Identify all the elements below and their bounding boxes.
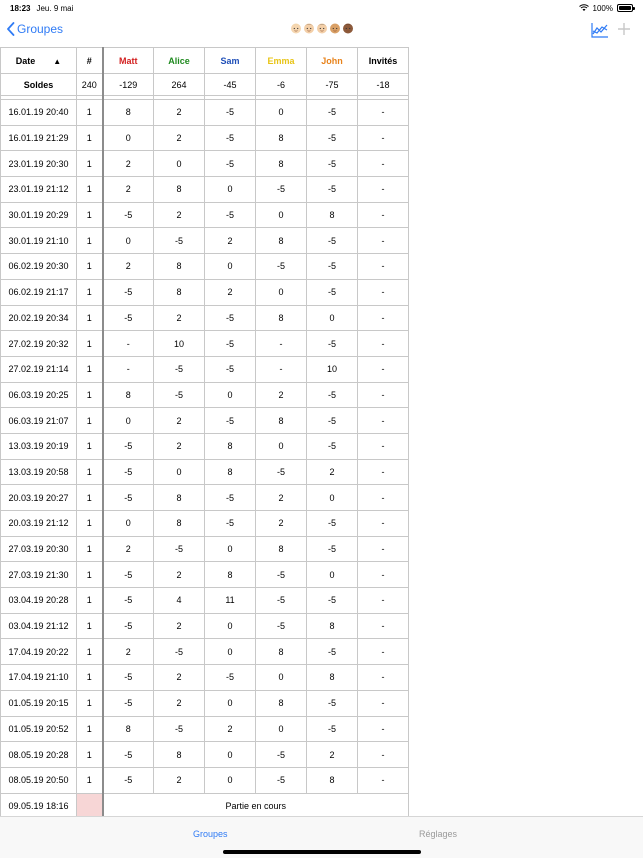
cell-invites: - bbox=[358, 228, 409, 254]
cell-emma: 8 bbox=[256, 639, 307, 665]
chart-icon[interactable] bbox=[591, 22, 609, 38]
cell-alice: -5 bbox=[154, 639, 205, 665]
cell-john: -5 bbox=[307, 279, 358, 305]
cell-count: 1 bbox=[77, 767, 103, 793]
cell-invites: - bbox=[358, 536, 409, 562]
cell-sam: 0 bbox=[205, 254, 256, 280]
table-row[interactable] bbox=[1, 433, 409, 459]
cell-alice: 8 bbox=[154, 279, 205, 305]
table-row[interactable] bbox=[1, 485, 409, 511]
tab-groupes[interactable]: Groupes bbox=[193, 829, 228, 839]
cell-emma: 0 bbox=[256, 433, 307, 459]
cell-sam: 2 bbox=[205, 716, 256, 742]
table-row[interactable] bbox=[1, 254, 409, 280]
soldes-john: -75 bbox=[307, 74, 358, 96]
cell-sam: 0 bbox=[205, 177, 256, 203]
soldes-label: Soldes bbox=[1, 74, 77, 96]
cell-john: 0 bbox=[307, 485, 358, 511]
cell-alice: -5 bbox=[154, 536, 205, 562]
back-label: Groupes bbox=[17, 22, 64, 36]
cell-alice: 0 bbox=[154, 151, 205, 177]
cell-count: 1 bbox=[77, 433, 103, 459]
cell-date: 13.03.19 20:19 bbox=[1, 433, 77, 459]
cell-sam: 11 bbox=[205, 588, 256, 614]
status-date: Jeu. 9 mai bbox=[36, 3, 74, 13]
cell-john: -5 bbox=[307, 100, 358, 126]
header-emma: Emma bbox=[256, 48, 307, 74]
cell-date: 30.01.19 20:29 bbox=[1, 202, 77, 228]
avatar-1-icon bbox=[290, 22, 302, 34]
table-row[interactable] bbox=[1, 716, 409, 742]
cell-sam: -5 bbox=[205, 408, 256, 434]
header-matt: Matt bbox=[103, 48, 154, 74]
games-table bbox=[0, 47, 408, 820]
table-row[interactable] bbox=[1, 459, 409, 485]
table-row[interactable] bbox=[1, 279, 409, 305]
header-invites: Invités bbox=[358, 48, 409, 74]
cell-date: 23.01.19 20:30 bbox=[1, 151, 77, 177]
cell-invites: - bbox=[358, 382, 409, 408]
tab-reglages[interactable]: Réglages bbox=[419, 829, 458, 839]
cell-sam: 0 bbox=[205, 613, 256, 639]
cell-alice: 2 bbox=[154, 690, 205, 716]
cell-matt: 2 bbox=[103, 151, 154, 177]
cell-alice: 8 bbox=[154, 177, 205, 203]
cell-count: 1 bbox=[77, 408, 103, 434]
cell-alice: 10 bbox=[154, 331, 205, 357]
cell-alice: 2 bbox=[154, 202, 205, 228]
cell-sam: -5 bbox=[205, 125, 256, 151]
cell-emma: 2 bbox=[256, 485, 307, 511]
cell-count: 1 bbox=[77, 305, 103, 331]
cell-john: 2 bbox=[307, 742, 358, 768]
cell-alice: 2 bbox=[154, 100, 205, 126]
cell-emma: 0 bbox=[256, 279, 307, 305]
cell-count: 1 bbox=[77, 100, 103, 126]
group-avatars bbox=[0, 22, 643, 34]
cell-invites: - bbox=[358, 665, 409, 691]
cell-matt: -5 bbox=[103, 202, 154, 228]
cell-invites: - bbox=[358, 305, 409, 331]
cell-emma: - bbox=[256, 356, 307, 382]
cell-emma: -5 bbox=[256, 613, 307, 639]
soldes-alice: 264 bbox=[154, 74, 205, 96]
avatar-4-icon bbox=[329, 22, 341, 34]
table-row[interactable] bbox=[1, 742, 409, 768]
cell-count: 1 bbox=[77, 613, 103, 639]
cell-john: -5 bbox=[307, 536, 358, 562]
cell-count: 1 bbox=[77, 151, 103, 177]
cell-matt: 2 bbox=[103, 254, 154, 280]
cell-emma: 2 bbox=[256, 511, 307, 537]
cell-sam: -5 bbox=[205, 331, 256, 357]
cell-emma: 8 bbox=[256, 408, 307, 434]
avatar-5-icon bbox=[342, 22, 354, 34]
cell-alice: 2 bbox=[154, 305, 205, 331]
soldes-emma: -6 bbox=[256, 74, 307, 96]
cell-alice: 2 bbox=[154, 408, 205, 434]
cell-date: 27.03.19 20:30 bbox=[1, 536, 77, 562]
cell-emma: 0 bbox=[256, 202, 307, 228]
table-row[interactable] bbox=[1, 356, 409, 382]
tab-bar bbox=[0, 816, 643, 858]
table-row[interactable] bbox=[1, 202, 409, 228]
cell-matt: 2 bbox=[103, 177, 154, 203]
cell-matt: - bbox=[103, 356, 154, 382]
cell-invites: - bbox=[358, 562, 409, 588]
cell-emma: -5 bbox=[256, 562, 307, 588]
table-row[interactable] bbox=[1, 382, 409, 408]
cell-invites: - bbox=[358, 588, 409, 614]
cell-date: 08.05.19 20:28 bbox=[1, 742, 77, 768]
cell-matt: -5 bbox=[103, 279, 154, 305]
game-rows bbox=[1, 100, 409, 794]
cell-alice: -5 bbox=[154, 228, 205, 254]
cell-count: 1 bbox=[77, 536, 103, 562]
cell-count: 1 bbox=[77, 459, 103, 485]
cell-sam: 0 bbox=[205, 742, 256, 768]
cell-invites: - bbox=[358, 613, 409, 639]
cell-emma: -5 bbox=[256, 742, 307, 768]
cell-count: 1 bbox=[77, 511, 103, 537]
cell-sam: 0 bbox=[205, 690, 256, 716]
cell-count: 1 bbox=[77, 588, 103, 614]
cell-invites: - bbox=[358, 511, 409, 537]
cell-matt: -5 bbox=[103, 459, 154, 485]
cell-john: -5 bbox=[307, 331, 358, 357]
cell-sam: 0 bbox=[205, 767, 256, 793]
cell-count: 1 bbox=[77, 125, 103, 151]
cell-emma: 8 bbox=[256, 305, 307, 331]
cell-john: -5 bbox=[307, 588, 358, 614]
cell-sam: 2 bbox=[205, 279, 256, 305]
cell-emma: 8 bbox=[256, 125, 307, 151]
current-game-label: Partie en cours bbox=[103, 793, 409, 819]
cell-count: 1 bbox=[77, 279, 103, 305]
cell-matt: -5 bbox=[103, 665, 154, 691]
cell-count: 1 bbox=[77, 228, 103, 254]
cell-john: 8 bbox=[307, 767, 358, 793]
cell-matt: 8 bbox=[103, 716, 154, 742]
cell-john: -5 bbox=[307, 177, 358, 203]
cell-matt: 2 bbox=[103, 536, 154, 562]
cell-alice: 2 bbox=[154, 125, 205, 151]
cell-emma: -5 bbox=[256, 767, 307, 793]
home-indicator bbox=[223, 850, 421, 854]
cell-emma: 2 bbox=[256, 382, 307, 408]
cell-date: 16.01.19 21:29 bbox=[1, 125, 77, 151]
cell-john: 0 bbox=[307, 562, 358, 588]
table-row[interactable] bbox=[1, 690, 409, 716]
cell-count: 1 bbox=[77, 485, 103, 511]
table-row[interactable] bbox=[1, 331, 409, 357]
cell-matt: 2 bbox=[103, 639, 154, 665]
cell-sam: -5 bbox=[205, 485, 256, 511]
cell-sam: -5 bbox=[205, 202, 256, 228]
navigation-bar bbox=[0, 16, 643, 47]
cell-count: 1 bbox=[77, 177, 103, 203]
header-john: John bbox=[307, 48, 358, 74]
cell-date: 30.01.19 21:10 bbox=[1, 228, 77, 254]
cell-john: -5 bbox=[307, 433, 358, 459]
cell-john: 2 bbox=[307, 459, 358, 485]
cell-count: 1 bbox=[77, 639, 103, 665]
cell-date: 20.03.19 21:12 bbox=[1, 511, 77, 537]
add-icon[interactable] bbox=[617, 22, 631, 36]
cell-matt: 0 bbox=[103, 228, 154, 254]
cell-count: 1 bbox=[77, 665, 103, 691]
cell-john: -5 bbox=[307, 408, 358, 434]
cell-count: 1 bbox=[77, 562, 103, 588]
status-time: 18:23 bbox=[10, 3, 31, 13]
cell-sam: -5 bbox=[205, 100, 256, 126]
cell-alice: -5 bbox=[154, 356, 205, 382]
header-sam: Sam bbox=[205, 48, 256, 74]
cell-sam: -5 bbox=[205, 665, 256, 691]
battery-fill bbox=[619, 6, 631, 10]
cell-count: 1 bbox=[77, 742, 103, 768]
table-row[interactable] bbox=[1, 408, 409, 434]
header-count: # bbox=[77, 48, 103, 74]
cell-invites: - bbox=[358, 254, 409, 280]
cell-invites: - bbox=[358, 767, 409, 793]
cell-john: -5 bbox=[307, 151, 358, 177]
cell-date: 13.03.19 20:58 bbox=[1, 459, 77, 485]
cell-count: 1 bbox=[77, 331, 103, 357]
cell-alice: 2 bbox=[154, 665, 205, 691]
cell-matt: -5 bbox=[103, 742, 154, 768]
cell-invites: - bbox=[358, 177, 409, 203]
table-row[interactable] bbox=[1, 639, 409, 665]
cell-matt: -5 bbox=[103, 562, 154, 588]
avatar-3-icon bbox=[316, 22, 328, 34]
header-date-label: Date bbox=[15, 55, 36, 66]
header-alice: Alice bbox=[154, 48, 205, 74]
cell-count: 1 bbox=[77, 690, 103, 716]
cell-alice: 8 bbox=[154, 742, 205, 768]
table-row[interactable] bbox=[1, 151, 409, 177]
status-right bbox=[579, 4, 633, 13]
cell-sam: 0 bbox=[205, 536, 256, 562]
cell-invites: - bbox=[358, 639, 409, 665]
cell-john: -5 bbox=[307, 511, 358, 537]
table-row[interactable] bbox=[1, 536, 409, 562]
cell-emma: 0 bbox=[256, 716, 307, 742]
sort-ascending-icon: ▲ bbox=[53, 56, 62, 66]
cell-matt: -5 bbox=[103, 690, 154, 716]
cell-john: -5 bbox=[307, 125, 358, 151]
cell-sam: 8 bbox=[205, 433, 256, 459]
cell-matt: -5 bbox=[103, 767, 154, 793]
cell-date: 01.05.19 20:52 bbox=[1, 716, 77, 742]
cell-emma: -5 bbox=[256, 588, 307, 614]
wifi-icon bbox=[579, 4, 589, 12]
cell-sam: -5 bbox=[205, 305, 256, 331]
current-game-date: 09.05.19 18:16 bbox=[1, 793, 77, 819]
cell-sam: 2 bbox=[205, 228, 256, 254]
cell-emma: 8 bbox=[256, 536, 307, 562]
cell-date: 20.02.19 20:34 bbox=[1, 305, 77, 331]
cell-sam: 8 bbox=[205, 459, 256, 485]
cell-sam: 0 bbox=[205, 382, 256, 408]
cell-matt: -5 bbox=[103, 305, 154, 331]
cell-invites: - bbox=[358, 331, 409, 357]
cell-invites: - bbox=[358, 125, 409, 151]
soldes-row bbox=[1, 74, 409, 96]
cell-date: 06.03.19 21:07 bbox=[1, 408, 77, 434]
cell-john: -5 bbox=[307, 254, 358, 280]
table-row[interactable] bbox=[1, 177, 409, 203]
cell-alice: 4 bbox=[154, 588, 205, 614]
cell-alice: 8 bbox=[154, 254, 205, 280]
cell-date: 01.05.19 20:15 bbox=[1, 690, 77, 716]
cell-date: 16.01.19 20:40 bbox=[1, 100, 77, 126]
header-row bbox=[1, 48, 409, 74]
cell-date: 27.02.19 20:32 bbox=[1, 331, 77, 357]
cell-date: 08.05.19 20:50 bbox=[1, 767, 77, 793]
cell-john: -5 bbox=[307, 639, 358, 665]
cell-invites: - bbox=[358, 356, 409, 382]
cell-alice: 0 bbox=[154, 459, 205, 485]
cell-date: 27.03.19 21:30 bbox=[1, 562, 77, 588]
cell-alice: 8 bbox=[154, 511, 205, 537]
cell-matt: -5 bbox=[103, 613, 154, 639]
cell-matt: 0 bbox=[103, 511, 154, 537]
table-row[interactable] bbox=[1, 100, 409, 126]
cell-matt: 8 bbox=[103, 100, 154, 126]
cell-alice: 2 bbox=[154, 433, 205, 459]
cell-matt: - bbox=[103, 331, 154, 357]
cell-date: 23.01.19 21:12 bbox=[1, 177, 77, 203]
cell-date: 20.03.19 20:27 bbox=[1, 485, 77, 511]
cell-emma: 8 bbox=[256, 228, 307, 254]
cell-sam: 0 bbox=[205, 639, 256, 665]
cell-date: 27.02.19 21:14 bbox=[1, 356, 77, 382]
cell-invites: - bbox=[358, 742, 409, 768]
cell-date: 03.04.19 21:12 bbox=[1, 613, 77, 639]
avatar-2-icon bbox=[303, 22, 315, 34]
cell-invites: - bbox=[358, 459, 409, 485]
cell-alice: -5 bbox=[154, 382, 205, 408]
cell-date: 06.02.19 20:30 bbox=[1, 254, 77, 280]
cell-invites: - bbox=[358, 716, 409, 742]
cell-alice: 2 bbox=[154, 562, 205, 588]
cell-sam: -5 bbox=[205, 151, 256, 177]
table-row[interactable] bbox=[1, 665, 409, 691]
cell-john: 8 bbox=[307, 202, 358, 228]
table-row[interactable] bbox=[1, 511, 409, 537]
cell-invites: - bbox=[358, 485, 409, 511]
cell-date: 03.04.19 20:28 bbox=[1, 588, 77, 614]
cell-count: 1 bbox=[77, 356, 103, 382]
table-row[interactable] bbox=[1, 228, 409, 254]
soldes-matt: -129 bbox=[103, 74, 154, 96]
cell-john: -5 bbox=[307, 228, 358, 254]
cell-john: 0 bbox=[307, 305, 358, 331]
cell-john: -5 bbox=[307, 690, 358, 716]
cell-invites: - bbox=[358, 202, 409, 228]
table-row[interactable] bbox=[1, 305, 409, 331]
cell-matt: 0 bbox=[103, 408, 154, 434]
cell-john: -5 bbox=[307, 716, 358, 742]
cell-emma: 0 bbox=[256, 100, 307, 126]
cell-matt: -5 bbox=[103, 433, 154, 459]
table-row[interactable] bbox=[1, 588, 409, 614]
cell-sam: 8 bbox=[205, 562, 256, 588]
battery-percent: 100% bbox=[592, 3, 613, 13]
soldes-invites: -18 bbox=[358, 74, 409, 96]
cell-alice: -5 bbox=[154, 716, 205, 742]
cell-date: 06.02.19 21:17 bbox=[1, 279, 77, 305]
battery-icon bbox=[617, 4, 633, 12]
cell-alice: 8 bbox=[154, 485, 205, 511]
cell-john: 8 bbox=[307, 613, 358, 639]
table-row[interactable] bbox=[1, 613, 409, 639]
cell-emma: -5 bbox=[256, 177, 307, 203]
status-bar bbox=[0, 0, 643, 16]
cell-invites: - bbox=[358, 151, 409, 177]
cell-matt: -5 bbox=[103, 588, 154, 614]
table-row[interactable] bbox=[1, 767, 409, 793]
cell-count: 1 bbox=[77, 382, 103, 408]
cell-matt: 8 bbox=[103, 382, 154, 408]
cell-emma: 8 bbox=[256, 151, 307, 177]
cell-john: 8 bbox=[307, 665, 358, 691]
cell-count: 1 bbox=[77, 202, 103, 228]
soldes-sam: -45 bbox=[205, 74, 256, 96]
cell-matt: 0 bbox=[103, 125, 154, 151]
cell-john: 10 bbox=[307, 356, 358, 382]
cell-matt: -5 bbox=[103, 485, 154, 511]
cell-invites: - bbox=[358, 690, 409, 716]
cell-count: 1 bbox=[77, 254, 103, 280]
cell-emma: - bbox=[256, 331, 307, 357]
cell-emma: 0 bbox=[256, 665, 307, 691]
cell-alice: 2 bbox=[154, 767, 205, 793]
cell-date: 17.04.19 21:10 bbox=[1, 665, 77, 691]
cell-count: 1 bbox=[77, 716, 103, 742]
soldes-count: 240 bbox=[77, 74, 103, 96]
cell-sam: -5 bbox=[205, 511, 256, 537]
cell-sam: -5 bbox=[205, 356, 256, 382]
cell-invites: - bbox=[358, 279, 409, 305]
cell-emma: -5 bbox=[256, 254, 307, 280]
cell-date: 17.04.19 20:22 bbox=[1, 639, 77, 665]
cell-emma: 8 bbox=[256, 690, 307, 716]
cell-invites: - bbox=[358, 100, 409, 126]
cell-date: 06.03.19 20:25 bbox=[1, 382, 77, 408]
cell-invites: - bbox=[358, 408, 409, 434]
cell-alice: 2 bbox=[154, 613, 205, 639]
cell-emma: -5 bbox=[256, 459, 307, 485]
header-date[interactable] bbox=[1, 48, 77, 74]
table-row[interactable] bbox=[1, 562, 409, 588]
cell-invites: - bbox=[358, 433, 409, 459]
cell-john: -5 bbox=[307, 382, 358, 408]
table-row[interactable] bbox=[1, 125, 409, 151]
